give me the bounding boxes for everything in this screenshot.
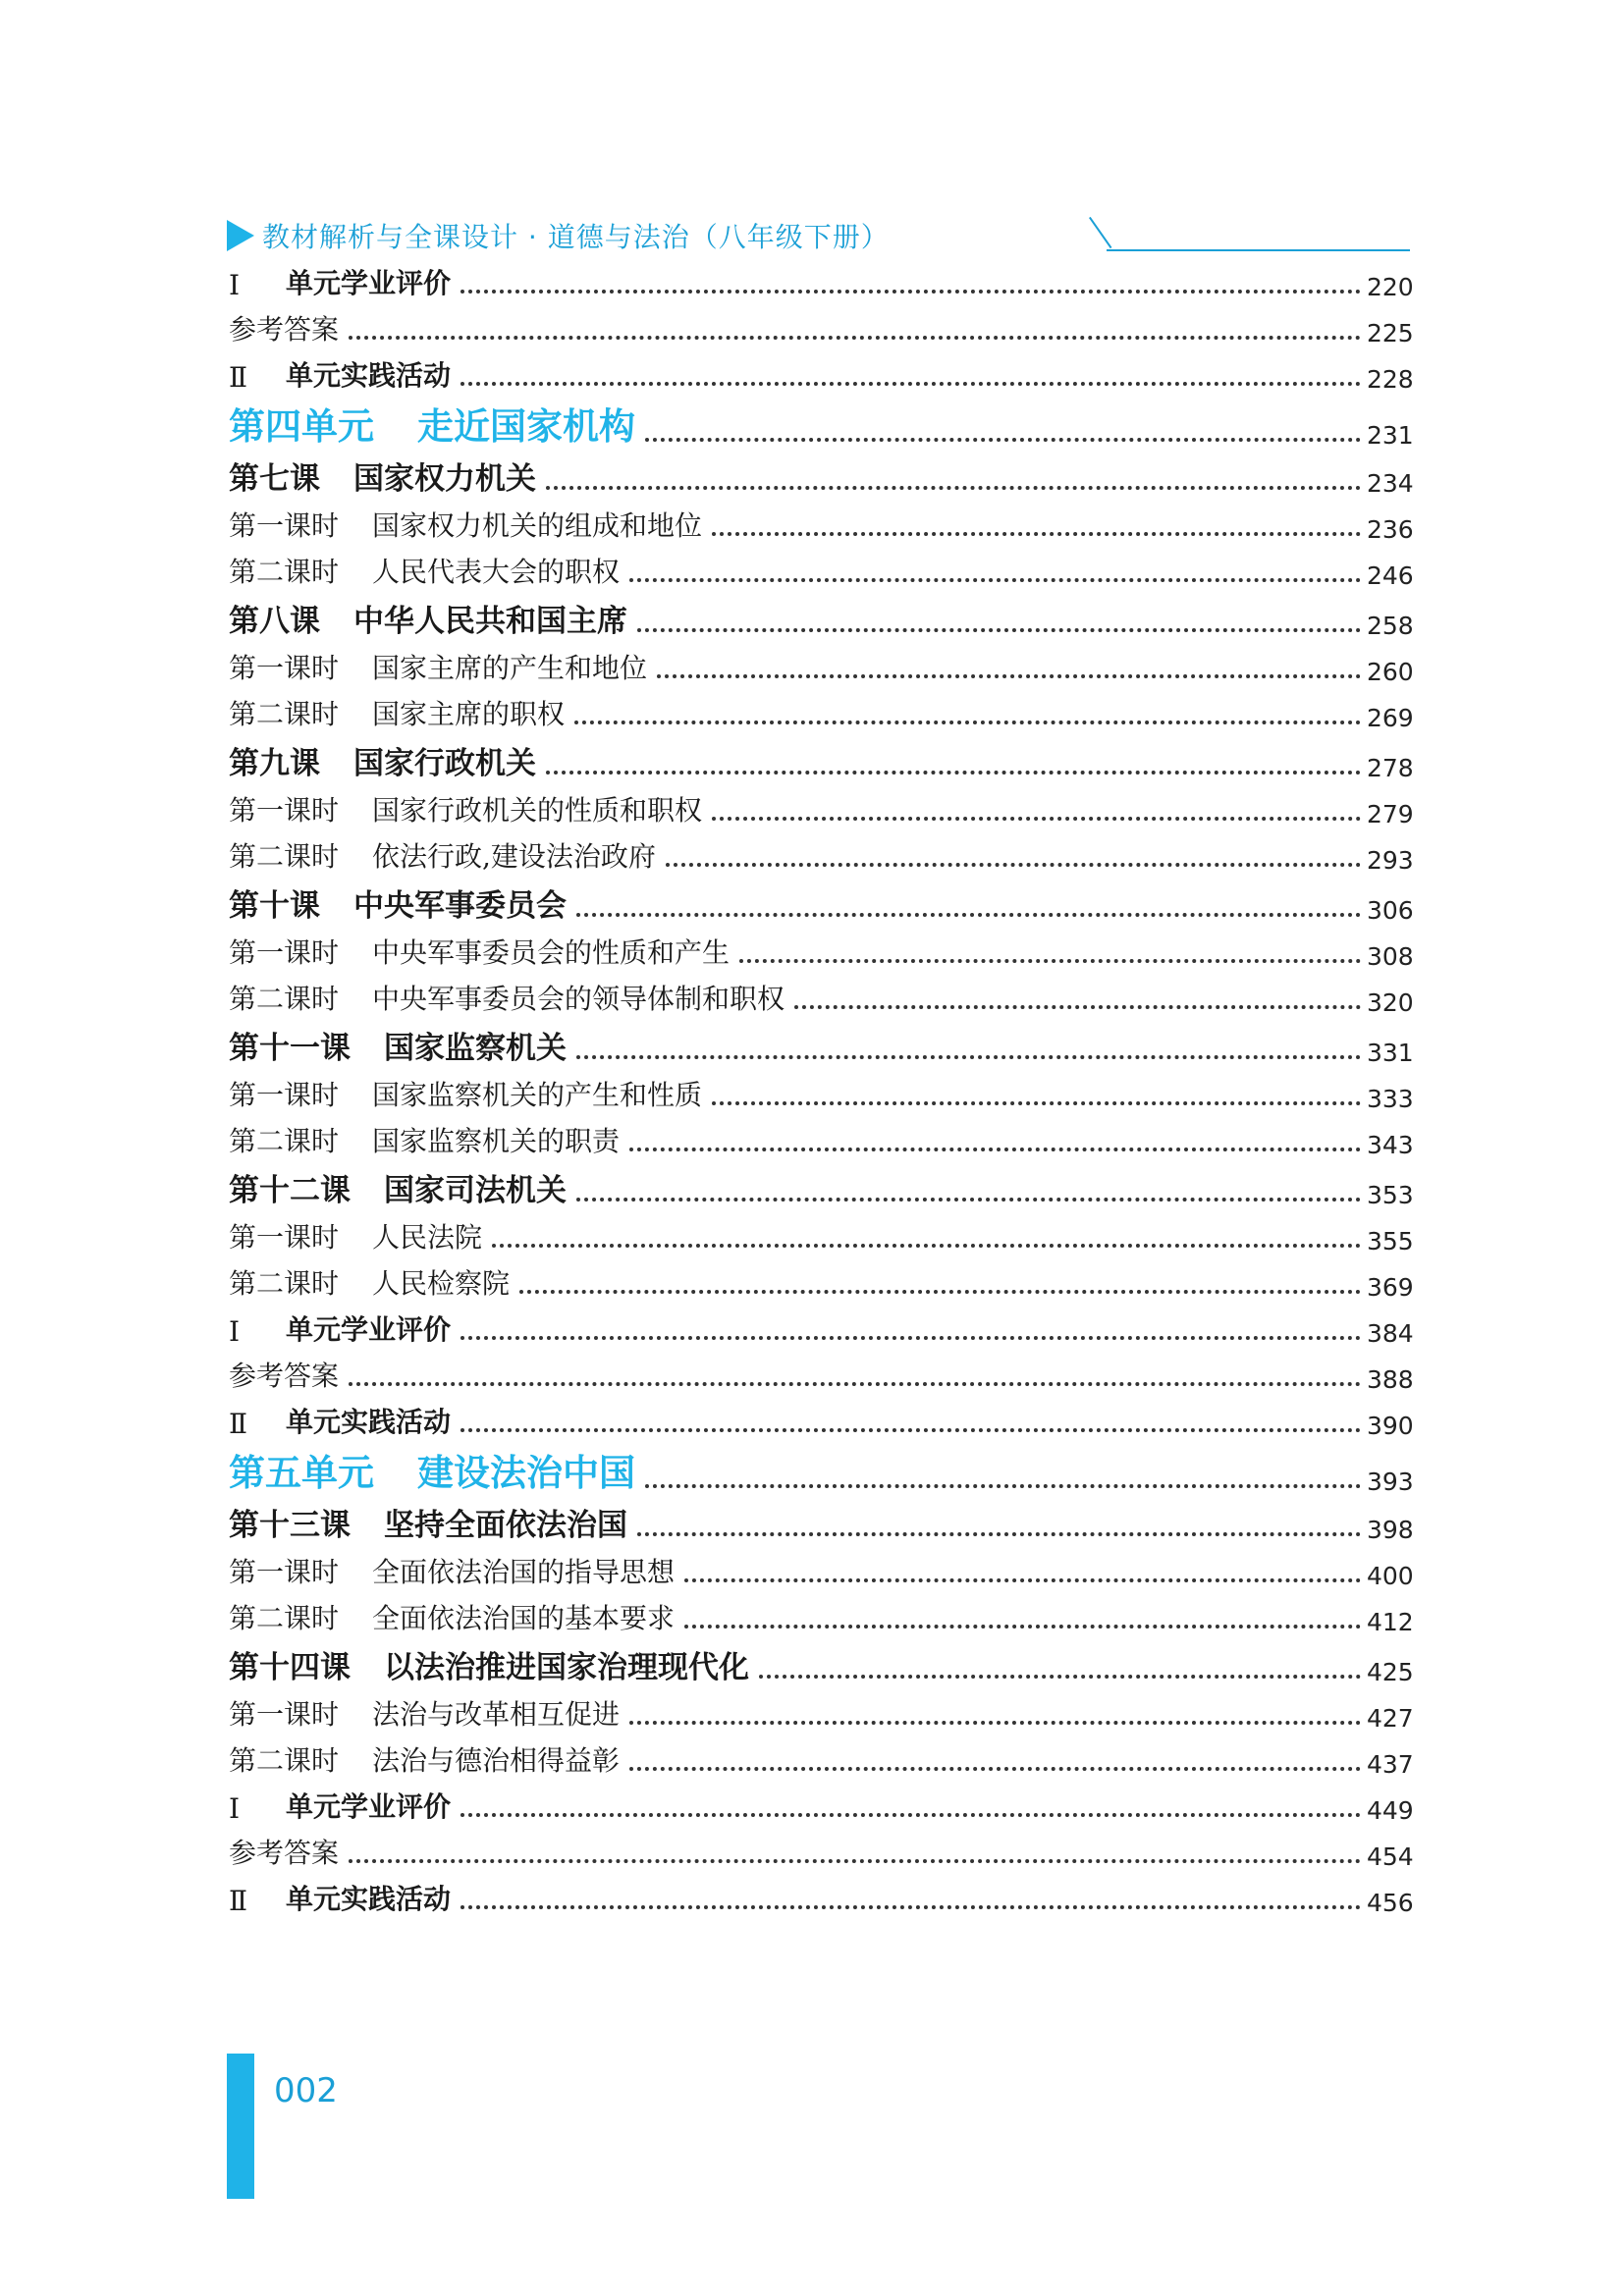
toc-entry-title: 单元学业评价 — [286, 1313, 452, 1346]
toc-entry-label — [229, 1642, 749, 1686]
toc-entry-title: 国家主席的职权 — [372, 698, 566, 730]
toc-entry-prefix: 第十一课 — [229, 1031, 351, 1066]
toc-entry-label — [229, 397, 635, 450]
toc-entry-page: 437 — [1367, 1750, 1414, 1779]
dot-leader — [637, 628, 1361, 632]
toc-entry-label — [229, 505, 702, 544]
dot-leader — [349, 1859, 1361, 1863]
dot-leader — [574, 721, 1361, 724]
toc-entry-prefix: Ⅱ — [229, 361, 248, 394]
toc-entry-page: 388 — [1367, 1365, 1414, 1394]
toc-entry-label — [229, 1739, 620, 1779]
toc-entry-label — [229, 1401, 451, 1440]
toc-entry-prefix: Ⅱ — [229, 1408, 248, 1440]
toc-entry-label — [229, 789, 702, 828]
dot-leader — [629, 1148, 1361, 1151]
toc-entry-label — [229, 647, 647, 686]
toc-entry-label — [229, 1308, 451, 1348]
toc-entry-label — [229, 454, 536, 498]
toc-entry-page: 279 — [1367, 800, 1414, 828]
toc-entry-page: 355 — [1367, 1227, 1414, 1255]
toc-entry-title: 国家监察机关的职责 — [372, 1125, 621, 1157]
toc-entry-lesson[interactable] — [229, 1509, 1412, 1544]
toc-entry-prefix: 第二课时 — [229, 983, 340, 1015]
page-number: 002 — [274, 2071, 338, 2110]
toc-entry-prefix: Ⅰ — [229, 1315, 241, 1348]
toc-entry-label — [229, 308, 339, 347]
toc-entry-title: 国家监察机关 — [384, 1031, 567, 1066]
toc-entry-title: 中央军事委员会的领导体制和职权 — [372, 983, 785, 1015]
toc-entry-prefix: 第五单元 — [229, 1452, 374, 1494]
toc-entry-title: 以法治推进国家治理现代化 — [384, 1650, 749, 1685]
toc-entry-label — [229, 1832, 339, 1871]
toc-entry-plain[interactable] — [229, 313, 1414, 347]
toc-entry-prefix: 第二课时 — [229, 698, 340, 730]
dot-leader — [460, 290, 1361, 294]
toc-entry-period[interactable] — [229, 840, 1414, 875]
toc-entry-label — [229, 932, 730, 971]
toc-entry-page: 427 — [1367, 1704, 1414, 1733]
toc-entry-prefix: 第一课时 — [229, 936, 340, 969]
toc-entry-label — [229, 1443, 635, 1496]
toc-entry-lesson[interactable] — [229, 1174, 1412, 1209]
dot-leader — [666, 863, 1361, 867]
toc-entry-page: 231 — [1367, 421, 1414, 450]
toc-entry-page: 225 — [1367, 319, 1414, 347]
toc-entry-page: 220 — [1367, 273, 1414, 301]
toc-entry-page: 331 — [1367, 1039, 1414, 1067]
toc-entry-prefix: 第四单元 — [229, 405, 374, 448]
dot-leader — [546, 771, 1361, 774]
header-slash — [1089, 217, 1111, 248]
toc-entry-prefix: 第十四课 — [229, 1650, 351, 1685]
dot-leader — [657, 674, 1361, 678]
toc-entry-prefix: 第一课时 — [229, 1698, 340, 1731]
toc-entry-prefix: 第二课时 — [229, 1744, 340, 1777]
dot-leader — [684, 1625, 1361, 1629]
toc-entry-title: 坚持全面依法治国 — [384, 1508, 627, 1543]
toc-entry-page: 400 — [1367, 1562, 1414, 1590]
toc-entry-eval[interactable] — [229, 1313, 1414, 1348]
toc-entry-prefix: Ⅱ — [229, 1885, 248, 1917]
toc-entry-label — [229, 1693, 620, 1733]
toc-entry-period[interactable] — [229, 1267, 1414, 1302]
toc-entry-title: 国家监察机关的产生和性质 — [372, 1079, 703, 1111]
toc-entry-label — [229, 1262, 510, 1302]
toc-entry-period[interactable] — [229, 983, 1414, 1017]
toc-entry-title: 单元实践活动 — [286, 1883, 452, 1915]
toc-entry-prefix: 第二课时 — [229, 840, 340, 873]
toc-entry-prefix: 第二课时 — [229, 1267, 340, 1300]
toc-entry-plain[interactable] — [229, 1837, 1414, 1871]
toc-entry-page: 412 — [1367, 1608, 1414, 1636]
dot-leader — [712, 532, 1361, 536]
toc-entry-title: 全面依法治国的基本要求 — [372, 1602, 676, 1634]
dot-leader — [645, 438, 1361, 442]
toc-entry-page: 293 — [1367, 846, 1414, 875]
toc-entry-label — [229, 1023, 567, 1067]
toc-entry-prefix: 第一课时 — [229, 1556, 340, 1588]
toc-entry-eval[interactable] — [229, 359, 1414, 394]
toc-entry-page: 320 — [1367, 988, 1414, 1017]
toc-entry-title: 依法行政,建设法治政府 — [372, 840, 656, 873]
toc-entry-eval[interactable] — [229, 1790, 1414, 1825]
toc-entry-prefix: 第一课时 — [229, 652, 340, 684]
toc-entry-title: 单元实践活动 — [286, 359, 452, 392]
toc-entry-page: 398 — [1367, 1516, 1414, 1544]
toc-entry-period[interactable] — [229, 652, 1414, 686]
dot-leader — [349, 1382, 1361, 1386]
dot-leader — [576, 1198, 1361, 1201]
dot-leader — [759, 1675, 1361, 1679]
toc-entry-label — [229, 551, 620, 590]
toc-entry-label — [229, 596, 627, 640]
toc-entry-title: 法治与德治相得益彰 — [372, 1744, 621, 1777]
dot-leader — [637, 1532, 1361, 1536]
toc-entry-label — [229, 1074, 702, 1113]
dot-leader — [460, 1813, 1361, 1817]
toc-entry-label — [229, 1216, 482, 1255]
dot-leader — [460, 1336, 1361, 1340]
toc-entry-unit[interactable] — [229, 1452, 1414, 1496]
toc-entry-page: 234 — [1367, 469, 1414, 498]
toc-entry-title: 参考答案 — [229, 313, 340, 346]
dot-leader — [492, 1244, 1361, 1248]
running-header — [227, 214, 1410, 255]
dot-leader — [794, 1005, 1361, 1009]
toc-entry-period[interactable] — [229, 509, 1414, 544]
dot-leader — [645, 1484, 1361, 1488]
dot-leader — [349, 336, 1361, 340]
toc-entry-page: 306 — [1367, 896, 1414, 925]
toc-entry-period[interactable] — [229, 1221, 1414, 1255]
toc-entry-prefix: 第一课时 — [229, 1221, 340, 1254]
dot-leader — [739, 959, 1361, 963]
toc-entry-label — [229, 1597, 675, 1636]
toc-entry-prefix: 第七课 — [229, 461, 320, 497]
toc-entry-page: 449 — [1367, 1796, 1414, 1825]
toc-entry-title: 单元学业评价 — [286, 267, 452, 299]
toc-entry-label — [229, 1786, 451, 1825]
toc-entry-page: 425 — [1367, 1658, 1414, 1686]
toc-entry-title: 人民代表大会的职权 — [372, 556, 621, 588]
dot-leader — [629, 1767, 1361, 1771]
toc-entry-label — [229, 1500, 627, 1544]
toc-entry-eval[interactable] — [229, 1883, 1414, 1917]
toc-entry-title: 单元学业评价 — [286, 1790, 452, 1823]
dot-leader — [576, 913, 1361, 917]
toc-entry-prefix: 第十三课 — [229, 1508, 351, 1543]
toc-entry-page: 333 — [1367, 1085, 1414, 1113]
toc-entry-label — [229, 738, 536, 782]
toc-entry-prefix: 第十课 — [229, 888, 320, 924]
toc-entry-title: 人民法院 — [372, 1221, 483, 1254]
toc-entry-title: 国家主席的产生和地位 — [372, 652, 648, 684]
toc-entry-lesson[interactable] — [229, 1651, 1412, 1686]
toc-entry-prefix: 第九课 — [229, 746, 320, 781]
toc-entry-label — [229, 1878, 451, 1917]
toc-entry-lesson[interactable] — [229, 1032, 1412, 1067]
toc-entry-page: 393 — [1367, 1468, 1414, 1496]
toc-entry-title: 参考答案 — [229, 1360, 340, 1392]
toc-entry-period[interactable] — [229, 936, 1414, 971]
toc-entry-lesson[interactable] — [229, 605, 1412, 640]
toc-entry-label — [229, 835, 656, 875]
toc-entry-page: 353 — [1367, 1181, 1414, 1209]
toc-entry-title: 国家权力机关 — [353, 461, 536, 497]
toc-entry-plain[interactable] — [229, 1362, 1412, 1394]
toc-entry-period[interactable] — [229, 556, 1414, 590]
toc-entry-page: 269 — [1367, 704, 1414, 732]
toc-entry-label — [229, 262, 451, 301]
toc-entry-lesson[interactable] — [229, 889, 1412, 925]
toc-entry-title: 中央军事委员会的性质和产生 — [372, 936, 731, 969]
toc-entry-title: 参考答案 — [229, 1837, 340, 1869]
play-arrow-icon — [227, 220, 254, 251]
toc-entry-title: 单元实践活动 — [286, 1406, 452, 1438]
toc-entry-prefix: 第二课时 — [229, 1125, 340, 1157]
toc-entry-period[interactable] — [229, 1698, 1414, 1733]
toc-entry-page: 258 — [1367, 612, 1414, 640]
toc-entry-eval[interactable] — [229, 267, 1414, 301]
toc-entry-page: 454 — [1367, 1842, 1414, 1871]
dot-leader — [546, 486, 1361, 490]
dot-leader — [460, 382, 1361, 386]
toc-entry-page: 343 — [1367, 1131, 1414, 1159]
dot-leader — [460, 1905, 1361, 1909]
toc-entry-period[interactable] — [229, 1556, 1414, 1590]
book-title: 教材解析与全课设计 · 道德与法治（八年级下册） — [262, 221, 890, 253]
header-rule — [1107, 249, 1410, 251]
toc-entry-prefix: 第二课时 — [229, 1602, 340, 1634]
toc-entry-period[interactable] — [229, 794, 1414, 828]
toc-entry-title: 国家行政机关 — [353, 746, 536, 781]
dot-leader — [712, 817, 1361, 821]
toc-entry-page: 236 — [1367, 515, 1414, 544]
toc-entry-lesson[interactable] — [229, 747, 1412, 782]
toc-entry-page: 308 — [1367, 942, 1414, 971]
page-number-bar — [227, 2054, 254, 2199]
toc-entry-title: 全面依法治国的指导思想 — [372, 1556, 676, 1588]
toc-entry-prefix: 第二课时 — [229, 556, 340, 588]
dot-leader — [712, 1101, 1361, 1105]
dot-leader — [629, 578, 1361, 582]
toc-entry-prefix: 第八课 — [229, 604, 320, 639]
toc-entry-page: 369 — [1367, 1273, 1414, 1302]
dot-leader — [576, 1055, 1361, 1059]
toc-entry-page: 390 — [1367, 1412, 1414, 1440]
toc-entry-prefix: 第一课时 — [229, 509, 340, 542]
toc-entry-period[interactable] — [229, 1079, 1414, 1113]
toc-entry-prefix: Ⅰ — [229, 269, 241, 301]
toc-entry-page: 260 — [1367, 658, 1414, 686]
toc-entry-eval[interactable] — [229, 1406, 1414, 1440]
toc-entry-lesson[interactable] — [229, 462, 1412, 498]
toc-entry-label — [229, 1355, 339, 1394]
toc-entry-page: 228 — [1367, 365, 1414, 394]
toc-entry-period[interactable] — [229, 1744, 1414, 1779]
toc-entry-title: 中华人民共和国主席 — [353, 604, 627, 639]
toc-entry-title: 法治与改革相互促进 — [372, 1698, 621, 1731]
toc-entry-title: 中央军事委员会 — [353, 888, 567, 924]
toc-entry-label — [229, 1551, 675, 1590]
toc-entry-unit[interactable] — [229, 405, 1414, 450]
toc-entry-label — [229, 693, 565, 732]
toc-entry-label — [229, 881, 567, 925]
toc-entry-period[interactable] — [229, 1602, 1414, 1636]
dot-leader — [684, 1578, 1361, 1582]
dot-leader — [629, 1721, 1361, 1725]
toc-entry-prefix: 第十二课 — [229, 1173, 351, 1208]
toc-entry-title: 走近国家机构 — [417, 405, 635, 448]
toc-entry-label — [229, 1165, 567, 1209]
toc-entry-title: 国家权力机关的组成和地位 — [372, 509, 703, 542]
toc-entry-page: 456 — [1367, 1889, 1414, 1917]
toc-entry-title: 建设法治中国 — [417, 1452, 635, 1494]
toc-entry-period[interactable] — [229, 698, 1414, 732]
dot-leader — [519, 1290, 1361, 1294]
dot-leader — [460, 1428, 1361, 1432]
toc-entry-page: 384 — [1367, 1319, 1414, 1348]
table-of-contents — [229, 267, 1414, 1932]
toc-entry-prefix: Ⅰ — [229, 1792, 241, 1825]
toc-entry-prefix: 第一课时 — [229, 794, 340, 827]
toc-entry-title: 人民检察院 — [372, 1267, 511, 1300]
toc-entry-page: 278 — [1367, 754, 1414, 782]
toc-entry-page: 246 — [1367, 561, 1414, 590]
toc-entry-title: 国家司法机关 — [384, 1173, 567, 1208]
toc-entry-prefix: 第一课时 — [229, 1079, 340, 1111]
toc-entry-period[interactable] — [229, 1125, 1414, 1159]
toc-entry-label — [229, 1120, 620, 1159]
toc-entry-label — [229, 354, 451, 394]
toc-entry-title: 国家行政机关的性质和职权 — [372, 794, 703, 827]
toc-entry-label — [229, 978, 785, 1017]
